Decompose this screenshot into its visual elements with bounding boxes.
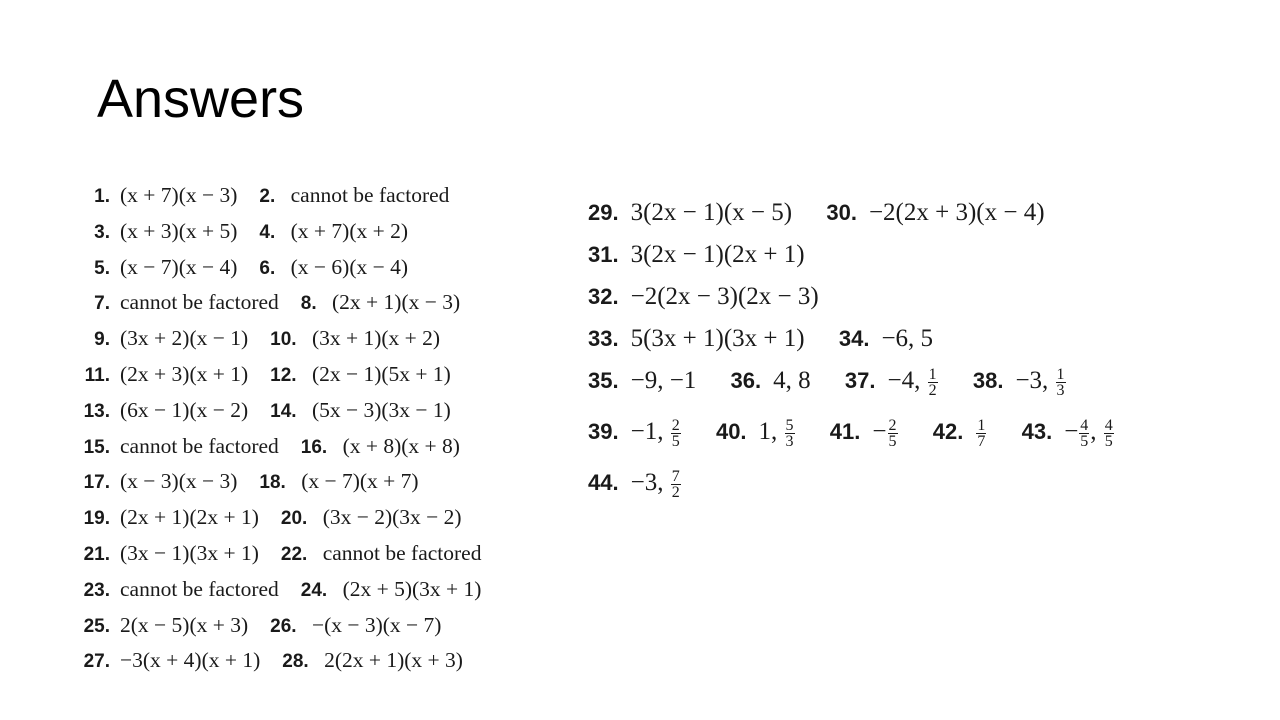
answer-text: 2(2x + 1)(x + 3)	[324, 648, 463, 673]
answer-number: 5.	[94, 257, 110, 279]
answer-number: 35.	[588, 368, 619, 393]
answer-number: 23.	[83, 579, 110, 601]
answer-row	[70, 502, 481, 538]
answer-number: 19.	[83, 508, 110, 530]
answer-text: (3x + 1)(x + 2)	[311, 326, 441, 351]
answer-text: (x − 7)(x + 7)	[301, 469, 419, 494]
fraction: $\frac{2}{5}$	[888, 416, 897, 450]
answer-row	[588, 466, 1115, 517]
answer-number: 20.	[280, 508, 308, 530]
answer-row	[588, 322, 1115, 364]
answer-number: 12.	[270, 364, 297, 386]
answer-number: 24.	[300, 579, 328, 601]
answer-number: 41.	[829, 419, 861, 444]
answer-number: 7.	[94, 293, 110, 315]
answer-row	[70, 645, 481, 681]
answer-text: (2x + 3)(x + 1)	[120, 361, 249, 386]
answer-number: 26.	[270, 615, 297, 637]
page-title: Answers	[97, 69, 305, 129]
answer-text: cannot be factored	[120, 433, 279, 458]
answer-row	[588, 364, 1115, 415]
answer-text: 4, 8	[773, 367, 811, 394]
answer-text: 3(2x − 1)(x − 5)	[630, 199, 793, 226]
answer-text: 3(2x − 1)(2x + 1)	[630, 241, 805, 268]
answer-number: 10.	[270, 329, 297, 351]
answer-number: 2.	[259, 186, 276, 207]
answer-row	[70, 180, 481, 216]
answer-row: 39. −1, $\frac{2}{5}$ 40. 1, $\frac{5}{3}$ 41. − $\frac{2}{5}$ 42. $\frac{1}{7}$ 43. − $\frac{4}{5}$ , $\frac{4}{5}$	[588, 416, 1113, 450]
answer-number: 4.	[259, 221, 276, 243]
answer-number: 21.	[83, 543, 110, 565]
answer-number: 36.	[730, 368, 762, 393]
answer-number: 16.	[300, 436, 328, 458]
answer-row	[588, 238, 1115, 280]
answer-number: 6.	[259, 257, 276, 279]
answer-number: 18.	[259, 472, 286, 494]
answer-text: (x + 7)(x − 3)	[120, 183, 238, 207]
answer-text: (2x − 1)(5x + 1)	[311, 361, 451, 386]
fraction: $\frac{1}{7}$	[977, 416, 986, 450]
answer-text: 2(x − 5)(x + 3)	[120, 612, 249, 637]
answer-row	[70, 216, 481, 252]
answer-text: −2(2x − 3)(2x − 3)	[630, 283, 819, 310]
answer-number: 29.	[588, 200, 619, 225]
fraction: $\frac{7}{2}$	[671, 467, 680, 501]
answer-text: cannot be factored	[120, 290, 279, 315]
answer-number: 3.	[94, 221, 110, 243]
answer-text: cannot be factored	[322, 540, 482, 565]
answer-number: 42.	[932, 419, 964, 444]
answer-number: 27.	[83, 651, 110, 673]
answers-left-column	[70, 180, 481, 681]
fraction: $\frac{4}{5}$	[1104, 416, 1113, 450]
answer-row	[70, 431, 481, 467]
answer-text: −4,	[887, 367, 927, 394]
answer-number: 34.	[838, 326, 870, 351]
answer-text: (x − 3)(x − 3)	[120, 469, 238, 494]
answer-number: 22.	[280, 543, 308, 565]
fraction: $\frac{1}{2}$	[928, 365, 937, 399]
answer-number: 9.	[94, 329, 110, 351]
answer-text: −	[1064, 418, 1079, 445]
answer-text: −(x − 3)(x − 7)	[311, 612, 442, 637]
answer-number: 31.	[588, 242, 619, 267]
answer-text: 5(3x + 1)(3x + 1)	[630, 325, 805, 352]
fraction: $\frac{4}{5}$	[1080, 416, 1089, 450]
answer-text: −2(2x + 3)(x − 4)	[868, 199, 1045, 226]
answer-text: (3x − 1)(3x + 1)	[120, 540, 259, 565]
answer-row	[588, 280, 1115, 322]
answer-text: −	[872, 418, 887, 445]
answer-row	[70, 395, 481, 431]
answer-text: −9, −1	[630, 367, 697, 394]
answer-number: 33.	[588, 326, 619, 351]
answer-text: 1,	[758, 418, 784, 445]
answer-row	[70, 323, 481, 359]
answer-number: 15.	[83, 436, 110, 458]
answer-number: 40.	[715, 419, 747, 444]
answer-row	[70, 610, 481, 646]
answer-text: (3x − 2)(3x − 2)	[322, 505, 462, 530]
answer-text: (x + 8)(x + 8)	[342, 433, 460, 458]
answer-text: −3,	[630, 469, 670, 496]
answer-row	[70, 466, 481, 502]
fraction: $\frac{1}{3}$	[1056, 365, 1065, 399]
answer-text: −3,	[1015, 367, 1055, 394]
answer-row	[70, 538, 481, 574]
answer-number: 8.	[300, 293, 317, 315]
answer-text: (x − 6)(x − 4)	[290, 254, 409, 279]
answer-number: 43.	[1021, 419, 1053, 444]
answers-right-column	[588, 196, 1115, 517]
answer-text: −3(x + 4)(x + 1)	[120, 648, 261, 673]
answer-number: 14.	[270, 400, 297, 422]
answer-number: 25.	[83, 615, 110, 637]
answer-number: 44.	[588, 470, 619, 495]
answer-text: (2x + 1)(x − 3)	[332, 290, 461, 315]
answer-number: 28.	[282, 651, 309, 673]
answer-text: −1,	[630, 418, 670, 445]
answer-number: 17.	[83, 472, 110, 494]
answer-number: 30.	[826, 200, 857, 225]
answer-row	[70, 359, 481, 395]
fraction: $\frac{5}{3}$	[785, 416, 794, 450]
answer-text: −6, 5	[881, 325, 934, 352]
answer-text: cannot be factored	[120, 576, 279, 601]
answer-text: (5x − 3)(3x − 1)	[311, 397, 451, 422]
fraction: $\frac{2}{5}$	[671, 416, 680, 450]
answer-text: (x + 7)(x + 2)	[290, 218, 409, 243]
answer-row	[70, 252, 481, 288]
answer-text: cannot be factored	[290, 183, 450, 207]
answer-number: 32.	[588, 284, 619, 309]
answer-number: 11.	[84, 364, 110, 386]
answer-text: (6x − 1)(x − 2)	[120, 397, 249, 422]
answer-row	[588, 196, 1115, 238]
answer-number: 1.	[94, 186, 110, 207]
answer-number: 13.	[83, 400, 110, 422]
answer-number: 38.	[972, 368, 1004, 393]
answer-row	[70, 574, 481, 610]
answer-text: (2x + 5)(3x + 1)	[342, 576, 482, 601]
answer-text: (x − 7)(x − 4)	[120, 254, 238, 279]
answer-number: 39.	[588, 419, 619, 444]
answer-number: 37.	[844, 368, 876, 393]
answer-text: (2x + 1)(2x + 1)	[120, 505, 259, 530]
answer-row	[70, 287, 481, 323]
answer-text: (3x + 2)(x − 1)	[120, 326, 249, 351]
answer-text: (x + 3)(x + 5)	[120, 218, 238, 243]
